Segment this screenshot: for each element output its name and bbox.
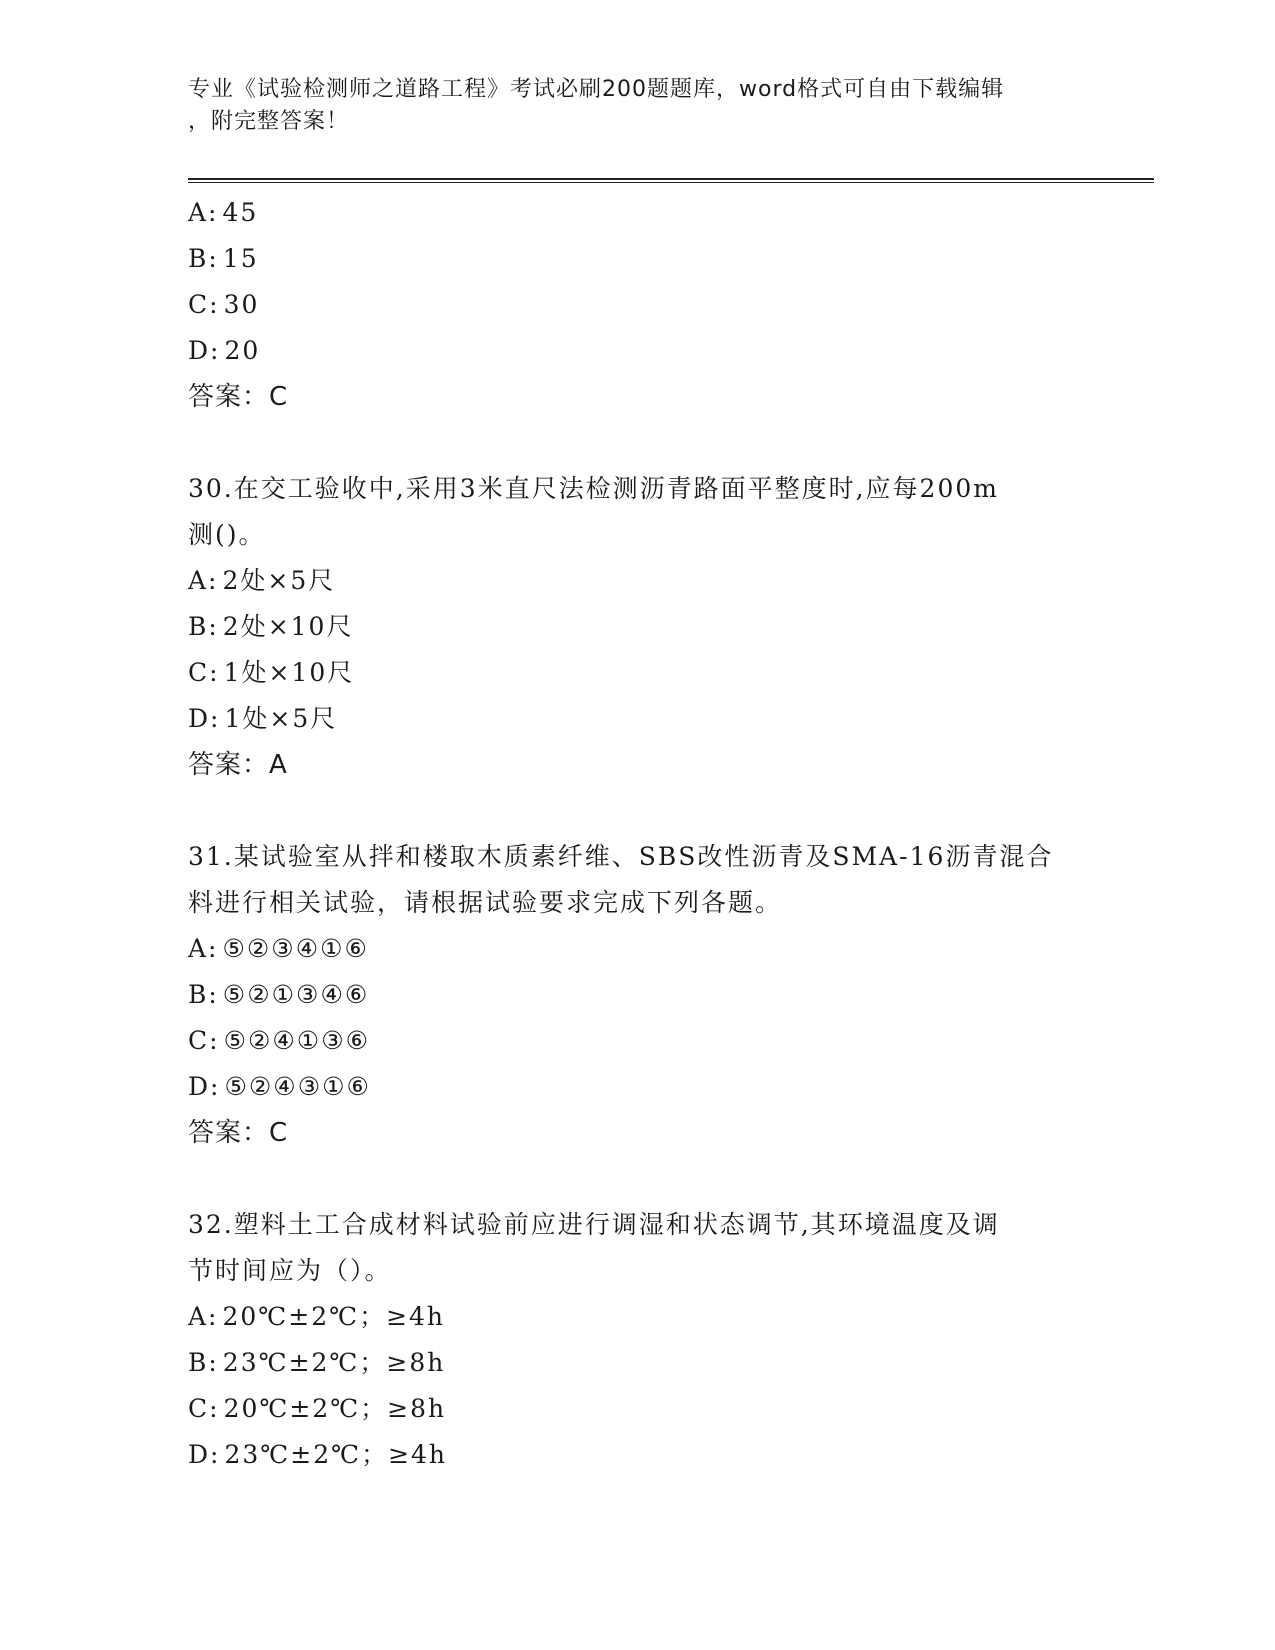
option-b [188,972,1088,1018]
header-divider [188,178,1154,183]
question-stem-line-1: 31.某试验室从拌和楼取木质素纤维、SBS改性沥青及SMA-16沥青混合 [188,842,1054,871]
option-b [188,236,1088,282]
option-a [188,558,1088,604]
option-letter: B: [188,612,219,641]
option-text: 20℃±2℃；≥4h [222,1302,446,1331]
option-c [188,282,1088,328]
question-stem-line-2: 测()。 [188,520,266,549]
question-stem-line-1: 30.在交工验收中,采用3米直尺法检测沥青路面平整度时,应每200m [188,474,999,503]
option-text: 15 [222,244,259,273]
option-c [188,1386,1088,1432]
option-text: 2处×10尺 [222,612,354,641]
answer-line: 答案：A [188,750,288,780]
option-letter: A: [188,1302,219,1331]
question-content [188,190,1088,1478]
option-text: 45 [222,198,259,227]
option-letter: D: [188,704,221,733]
question-29 [188,190,1088,420]
option-d [188,696,1088,742]
header-title-line-1: 专业《试验检测师之道路工程》考试必刷200题题库，word格式可自由下载编辑 [188,77,1005,102]
option-letter: C: [188,1394,220,1423]
question-stem [188,834,1088,926]
option-text: 20 [224,336,261,365]
spacer [188,420,1088,466]
option-a [188,1294,1088,1340]
option-text: ⑤②④③①⑥ [224,1072,371,1101]
option-text: ⑤②④①③⑥ [223,1026,371,1055]
option-d [188,1064,1088,1110]
option-letter: A: [188,934,219,963]
question-31 [188,834,1088,1156]
option-a [188,190,1088,236]
option-text: 20℃±2℃；≥8h [223,1394,447,1423]
option-letter: D: [188,336,221,365]
header-title-line-2: ，附完整答案！ [188,109,350,134]
question-stem [188,466,1088,558]
answer-line: 答案：C [188,382,289,412]
option-letter: B: [188,1348,219,1377]
option-letter: C: [188,290,220,319]
question-stem [188,1202,1088,1294]
option-d [188,1432,1088,1478]
answer-line: 答案：C [188,1118,289,1148]
option-letter: A: [188,566,219,595]
option-b [188,1340,1088,1386]
option-a [188,926,1088,972]
option-letter: C: [188,1026,220,1055]
option-c [188,650,1088,696]
option-text: ⑤②③④①⑥ [222,934,369,963]
option-text: 23℃±2℃；≥8h [222,1348,446,1377]
option-letter: B: [188,980,219,1009]
option-text: ⑤②①③④⑥ [222,980,370,1009]
option-text: 1处×5尺 [224,704,338,733]
option-c [188,1018,1088,1064]
option-letter: D: [188,1072,221,1101]
option-letter: C: [188,658,220,687]
option-letter: D: [188,1440,221,1469]
option-text: 1处×10尺 [223,658,355,687]
spacer [188,788,1088,834]
option-text: 2处×5尺 [222,566,336,595]
question-stem-line-2: 节时间应为（）。 [188,1256,392,1285]
document-header [188,74,1088,138]
option-letter: A: [188,198,219,227]
question-stem-line-2: 料进行相关试验，请根据试验要求完成下列各题。 [188,888,783,917]
option-b [188,604,1088,650]
question-32 [188,1202,1088,1478]
option-d [188,328,1088,374]
option-text: 23℃±2℃；≥4h [224,1440,448,1469]
option-text: 30 [223,290,260,319]
spacer [188,1156,1088,1202]
question-30 [188,466,1088,788]
option-letter: B: [188,244,219,273]
question-stem-line-1: 32.塑料土工合成材料试验前应进行调湿和状态调节,其环境温度及调 [188,1210,1000,1239]
